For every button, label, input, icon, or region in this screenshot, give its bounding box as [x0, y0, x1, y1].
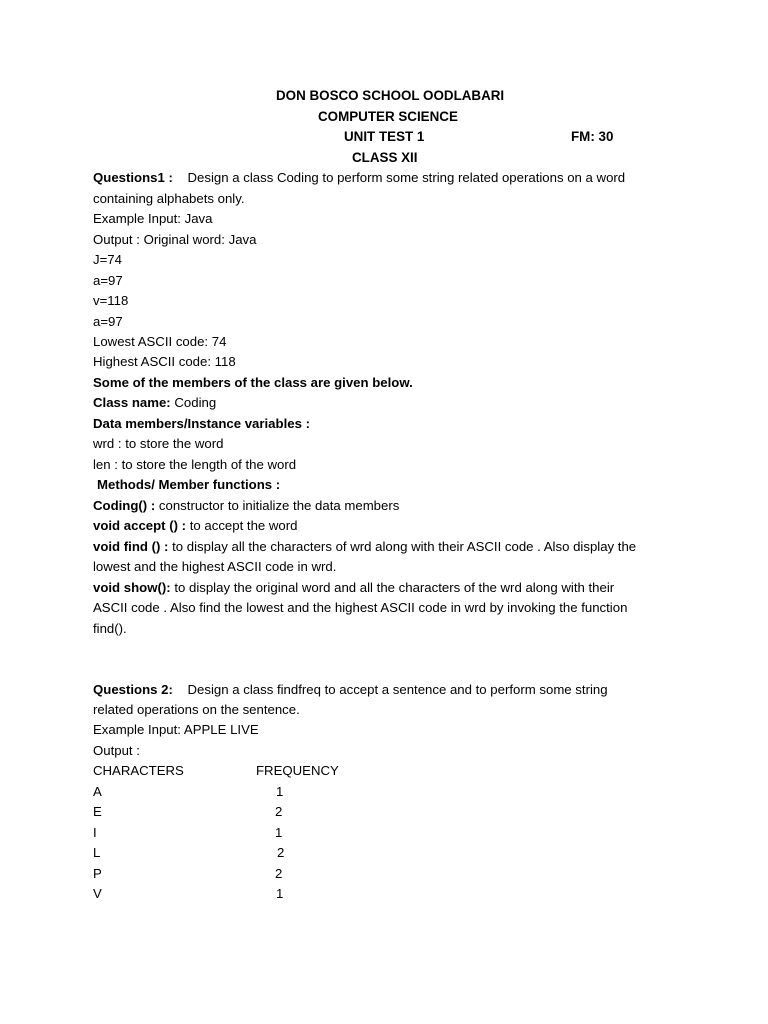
q2-intro-line	[93, 680, 608, 700]
q2-row-char: I	[93, 825, 97, 840]
q2-row-char: P	[93, 866, 102, 881]
q1-output: Output : Original word: Java	[93, 232, 257, 247]
coding-desc: constructor to initialize the data members	[158, 498, 400, 513]
test-title: UNIT TEST 1	[344, 129, 425, 144]
q1-class-name-line	[93, 393, 216, 413]
q1-code-line: v=118	[93, 293, 129, 308]
show-desc: to display the original word and all the characters of the wrd along with their	[174, 580, 615, 595]
q2-col-characters: CHARACTERS	[93, 763, 184, 778]
coding-label: Coding() :	[93, 498, 156, 513]
q1-example-input: Example Input: Java	[93, 211, 213, 226]
q2-row-freq: 2	[277, 845, 285, 860]
q1-members-heading: Some of the members of the class are given below.	[93, 375, 413, 390]
q1-code-line: a=97	[93, 314, 123, 329]
q1-accept-line	[93, 516, 298, 536]
q1-label: Questions1 :	[93, 170, 173, 185]
q1-coding-line	[93, 496, 399, 516]
q1-find-line	[93, 537, 636, 557]
q2-output: Output :	[93, 743, 140, 758]
q1-intro: Design a class Coding to perform some string related operations on a word	[187, 170, 626, 185]
class-title: CLASS XII	[352, 150, 418, 165]
q2-row-freq: 1	[275, 825, 283, 840]
q1-code-line: J=74	[93, 252, 122, 267]
q1-show-line	[93, 578, 614, 598]
q2-intro-cont: related operations on the sentence.	[93, 702, 300, 717]
q1-data-members-heading: Data members/Instance variables :	[93, 416, 310, 431]
school-name: DON BOSCO SCHOOL OODLABARI	[276, 88, 505, 103]
full-marks: FM: 30	[571, 129, 614, 144]
class-name-label: Class name:	[93, 395, 171, 410]
q1-lowest: Lowest ASCII code: 74	[93, 334, 227, 349]
q2-row-freq: 1	[276, 784, 284, 799]
q1-methods-heading: Methods/ Member functions :	[97, 477, 281, 492]
q1-show-desc-cont: ASCII code . Also find the lowest and the highest ASCII code in wrd by invoking the function	[93, 600, 628, 615]
q1-intro-cont: containing alphabets only.	[93, 191, 245, 206]
class-name-value: Coding	[174, 395, 217, 410]
q2-row-freq: 2	[275, 866, 283, 881]
q2-intro: Design a class findfreq to accept a sentence and to perform some string	[187, 682, 608, 697]
find-label: void find () :	[93, 539, 169, 554]
accept-desc: to accept the word	[189, 518, 298, 533]
q2-row-char: V	[93, 886, 102, 901]
q1-highest: Highest ASCII code: 118	[93, 354, 236, 369]
q2-row-char: E	[93, 804, 102, 819]
show-label: void show():	[93, 580, 171, 595]
q2-col-frequency: FREQUENCY	[256, 763, 339, 778]
find-desc: to display all the characters of wrd along with their ASCII code . Also display the	[172, 539, 637, 554]
q2-example-input: Example Input: APPLE LIVE	[93, 722, 259, 737]
q1-wrd-desc: wrd : to store the word	[93, 436, 224, 451]
q1-code-line: a=97	[93, 273, 123, 288]
q1-find-desc-cont: lowest and the highest ASCII code in wrd.	[93, 559, 337, 574]
accept-label: void accept () :	[93, 518, 187, 533]
q1-show-desc-cont2: find().	[93, 621, 127, 636]
q2-row-char: L	[93, 845, 101, 860]
q1-intro-line	[93, 168, 625, 188]
q1-len-desc: len : to store the length of the word	[93, 457, 297, 472]
q2-row-freq: 2	[275, 804, 283, 819]
q2-row-freq: 1	[276, 886, 284, 901]
q2-label: Questions 2:	[93, 682, 173, 697]
q2-row-char: A	[93, 784, 102, 799]
subject-title: COMPUTER SCIENCE	[318, 109, 458, 124]
